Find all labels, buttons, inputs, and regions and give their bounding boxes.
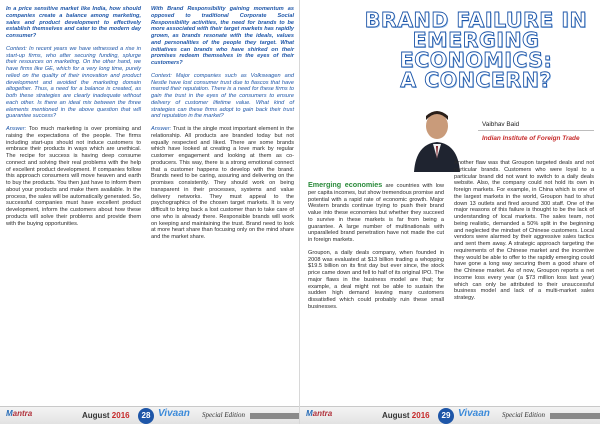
issue-date: August 2016 <box>382 411 430 420</box>
section-heading: Emerging economies <box>308 180 383 189</box>
left-column-1 <box>6 6 141 233</box>
answer-label: Answer: <box>151 126 172 132</box>
left-footer <box>0 406 300 424</box>
page-number: 28 <box>138 408 154 424</box>
left-column-2 <box>151 6 294 247</box>
right-column-2 <box>454 160 594 308</box>
right-footer <box>300 406 600 424</box>
context-1 <box>6 46 141 120</box>
mantra-logo: Mantra <box>6 409 33 418</box>
author-name: Vaibhav Baid <box>482 121 520 128</box>
mantra-logo: Mantra <box>306 409 333 418</box>
context-label: Context: <box>151 72 172 79</box>
right-page <box>300 0 600 424</box>
author-institute: Indian Institute of Foreign Trade <box>482 135 580 142</box>
question-2: With Brand Responsibility gaining momentum as opposed to traditional Corporate Social Responsibility activities, the need for brands to be more associated with their target markets has rapidly grown, as brands resonate with the ideals, values and personalities of the people they target. What initiatives can brands who have shirked on their promises redeem themselves in the eyes of their customers? <box>151 6 294 66</box>
groupon-flaws-paragraph: Another flaw was that Groupon targeted deals and not particular brands. Customers who were loyal to a particular brand did not want to switch to a daily deals website. Also, the company could not hold its own in foreign markets. For example, in China which is one of the largest markets in the world, Groupon had to shut down 13 outlets and fired around 300 staff. One of the major reasons of this failure is thought to be the lack of understanding of local markets. The sales team, not being realistic, demanded a 50% split in the beginning and neglected the mindset of Chinese customers. Local vendors were alarmed by their aggressive sales tactics and sent them away. A strategic approach targeting the requirements of the Chinese market and the incentive they would be able to offer to the rapidly emerging could have gone a long way securing them a good share of the Chinese market. As of now, Groupon reports a net income loss every year (a $73 million loss last year) which can only be attributed to their unsuccessful business model and lack of a multi-market sales strategy. <box>454 160 594 301</box>
intro-paragraph: Emerging economies are countries with low per capita incomes, but show tremendous promise and potential with a rapid rate of economic growth. Major Western brands continue trying to push their brand value into these economies but whether they succeed to survive in these markets is far from being a guarantee. A large number of multinationals with unparalleled brand penetration have not made the cut in foreign markets. <box>308 180 444 243</box>
groupon-paragraph: Groupon, a daily deals company, when founded in 2008 was evaluated at $13 billion trading a whopping $19.5 billion on its first day but ever since, the stock price came down and fell to half of its original IPO. The major flaws in the business model are that; for example, a deal might not be able to sustain the sudden high demand leaving many customers dissatisfied which could probably ruin these small businesses. <box>308 249 444 310</box>
answer-1 <box>6 126 141 227</box>
right-column-1 <box>308 182 444 317</box>
article-title: BRAND FAILURE IN EMERGING ECONOMICS: A CONCERN? <box>364 8 588 92</box>
context-text: In recent years we have witnessed a rise in start-up firms, who after securing funding, splurge their resources on marketing. On the other hand, we have firms like GE, which for a very long time, purely relied on the quality of their innovation and product development and avoided the marketing domain altogether. Thus, a need for a balance is created, as both these strategies are clearly inadequate without each other. Is there an ideal mix between the three elements mentioned in the above question that will guarantee success? <box>6 45 141 120</box>
edition-label: Special Edition <box>202 411 245 419</box>
answer-text: Too much marketing is over promising and raising the expectations of the people. The firms including start-ups should not induce customers to embrace their products in ways which are unethical. The recipe for success is having deep consume connect and solving their real problems with the help of excellent product development. If companies follow this approach consumers will move heaven and earth to buy the products. You then just have to inform them about your products and make them available. In the process, the sales will be automatically generated. So, successful companies must have excellent product development, inform the customers about how these products will solve their problems and provide them with the buying opportunities. <box>6 126 142 227</box>
footer-bar <box>550 413 600 419</box>
context-text: Major companies such as Volkswagen and Nestle have lost consumer trust due to fiascos that have marred their reputation. There is a need for these firms to gain the trust in the eyes of the consumers to ensure delivery of customer lifetime value. What kind of strategies can these firms adopt to gain back their trust and reputation in the market? <box>151 72 294 120</box>
edition-label: Special Edition <box>502 411 545 419</box>
answer-label: Answer: <box>6 126 27 132</box>
vivaan-brand: Vivaan <box>158 408 190 419</box>
answer-2 <box>151 126 294 241</box>
question-1: In a price sensitive market like India, how should companies create a balance among marketing, sales and product development to effectively establish themselves and cater to the modern day consumer? <box>6 6 141 39</box>
context-label: Context: <box>6 45 27 52</box>
vivaan-brand: Vivaan <box>458 408 490 419</box>
footer-bar <box>250 413 300 419</box>
issue-date: August 2016 <box>82 411 130 420</box>
page-number: 29 <box>438 408 454 424</box>
author-divider <box>478 130 594 131</box>
answer-text: Trust is the single most important element in the relationship. All products are branded today but not equally respected and liked. There are some brands which have looked at creating a love mark by regular customer engagement and looking at them as co-producers. This way, there is a strong emotional connect that a customer happens to develop with the brand. Brands need to be caring, assuring and delivering on the promises consistently. They should work on being transparent in their processes, systems and value delivery networks. They must appeal to the psychographics of the chosen target markets. It is very difficult to bring back a lost customer than to take care of one who is already there. Responsible brands will work on keeping and maintaining the trust. Brand need to look at more heart share than focusing only on the mind share and the market share. <box>151 126 295 240</box>
context-2 <box>151 73 294 120</box>
